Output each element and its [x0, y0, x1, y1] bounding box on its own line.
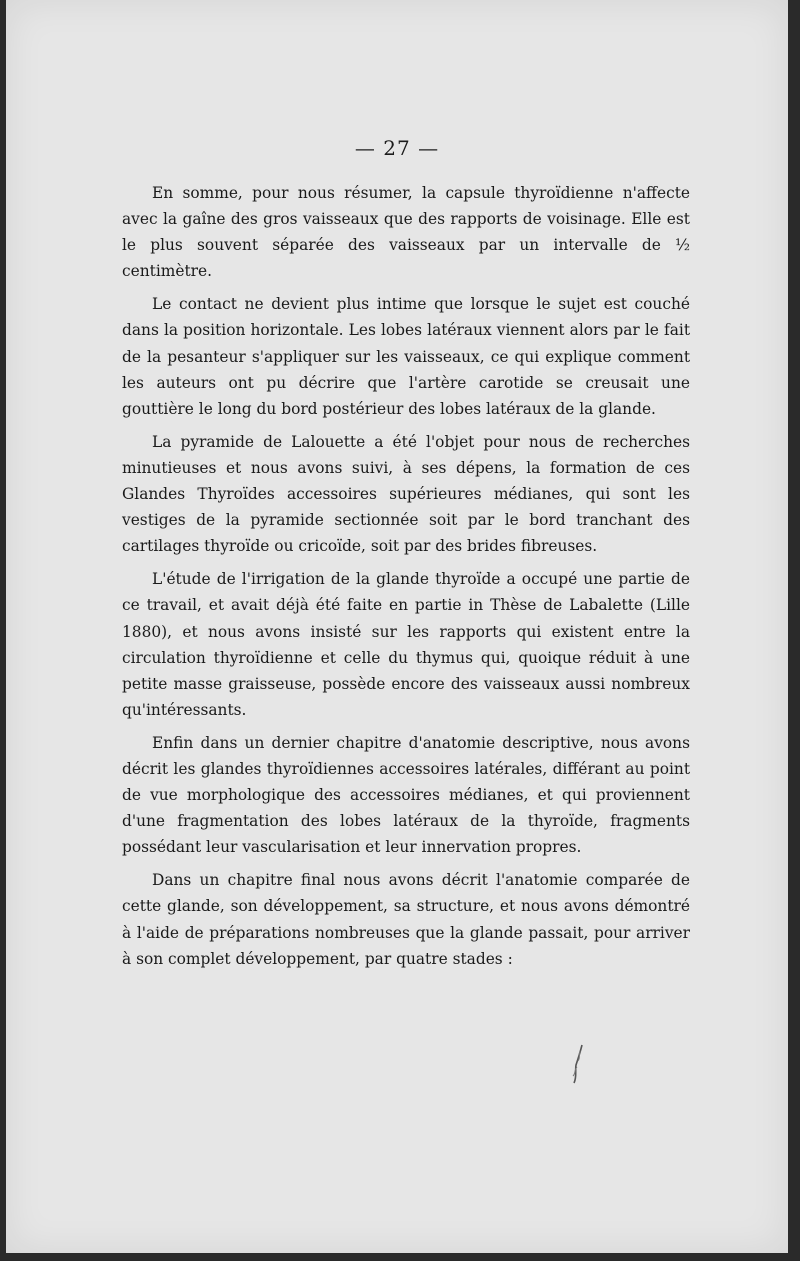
page-number: — 27 — — [354, 136, 440, 160]
paragraph: L'étude de l'irrigation de la glande thyroïde a occupé une partie de ce travail, et avait déjà été faite en partie in Thèse de Labalette (Lille 1880), et nous avons insisté sur les rapports qui existent entre la circulation thyroïdienne et celle du thymus qui, quoique réduit à une petite masse graisseuse, possède encore des vaisseaux aussi nombreux qu'intéressants. — [122, 570, 690, 719]
ink-mark-icon — [568, 1043, 588, 1085]
paragraph: La pyramide de Lalouette a été l'objet pour nous de recherches minutieuses et nous avons suivi, à ses dépens, la formation de ces Glandes Thyroïdes accessoires supérieures médianes, qui sont les vestiges de la pyramide sectionnée soit par le bord tranchant des cartilages thyroïde ou cricoïde, soit par des brides fibreuses. — [122, 432, 690, 556]
paragraph: Dans un chapitre final nous avons décrit l'anatomie comparée de cette glande, son développement, sa structure, et nous avons démontré à l'aide de préparations nombreuses que la glande passait, pour arriver à son complet développement, par quatre stades : — [122, 871, 690, 968]
body-text — [122, 180, 690, 979]
book-page — [6, 0, 788, 1253]
paragraph: Enfin dans un dernier chapitre d'anatomie descriptive, nous avons décrit les glandes thyroïdiennes accessoires latérales, différant au point de vue morphologique des accessoires médianes, et qui proviennent d'une fragmentation des lobes latéraux de la thyroïde, fragments possédant leur vascularisation et leur innervation propres. — [122, 733, 690, 857]
paragraph: Le contact ne devient plus intime que lorsque le sujet est couché dans la position horizontale. Les lobes latéraux viennent alors par le fait de la pesanteur s'appliquer sur les vaisseaux, ce qui explique comment les auteurs ont pu décrire que l'artère carotide se creusait une gouttière le long du bord postérieur des lobes latéraux de la glande. — [122, 295, 690, 418]
paragraph: En somme, pour nous résumer, la capsule thyroïdienne n'affecte avec la gaîne des gros vaisseaux que des rapports de voisinage. Elle est le plus souvent séparée des vaisseaux par un intervalle de ½ centimètre. — [122, 184, 690, 281]
